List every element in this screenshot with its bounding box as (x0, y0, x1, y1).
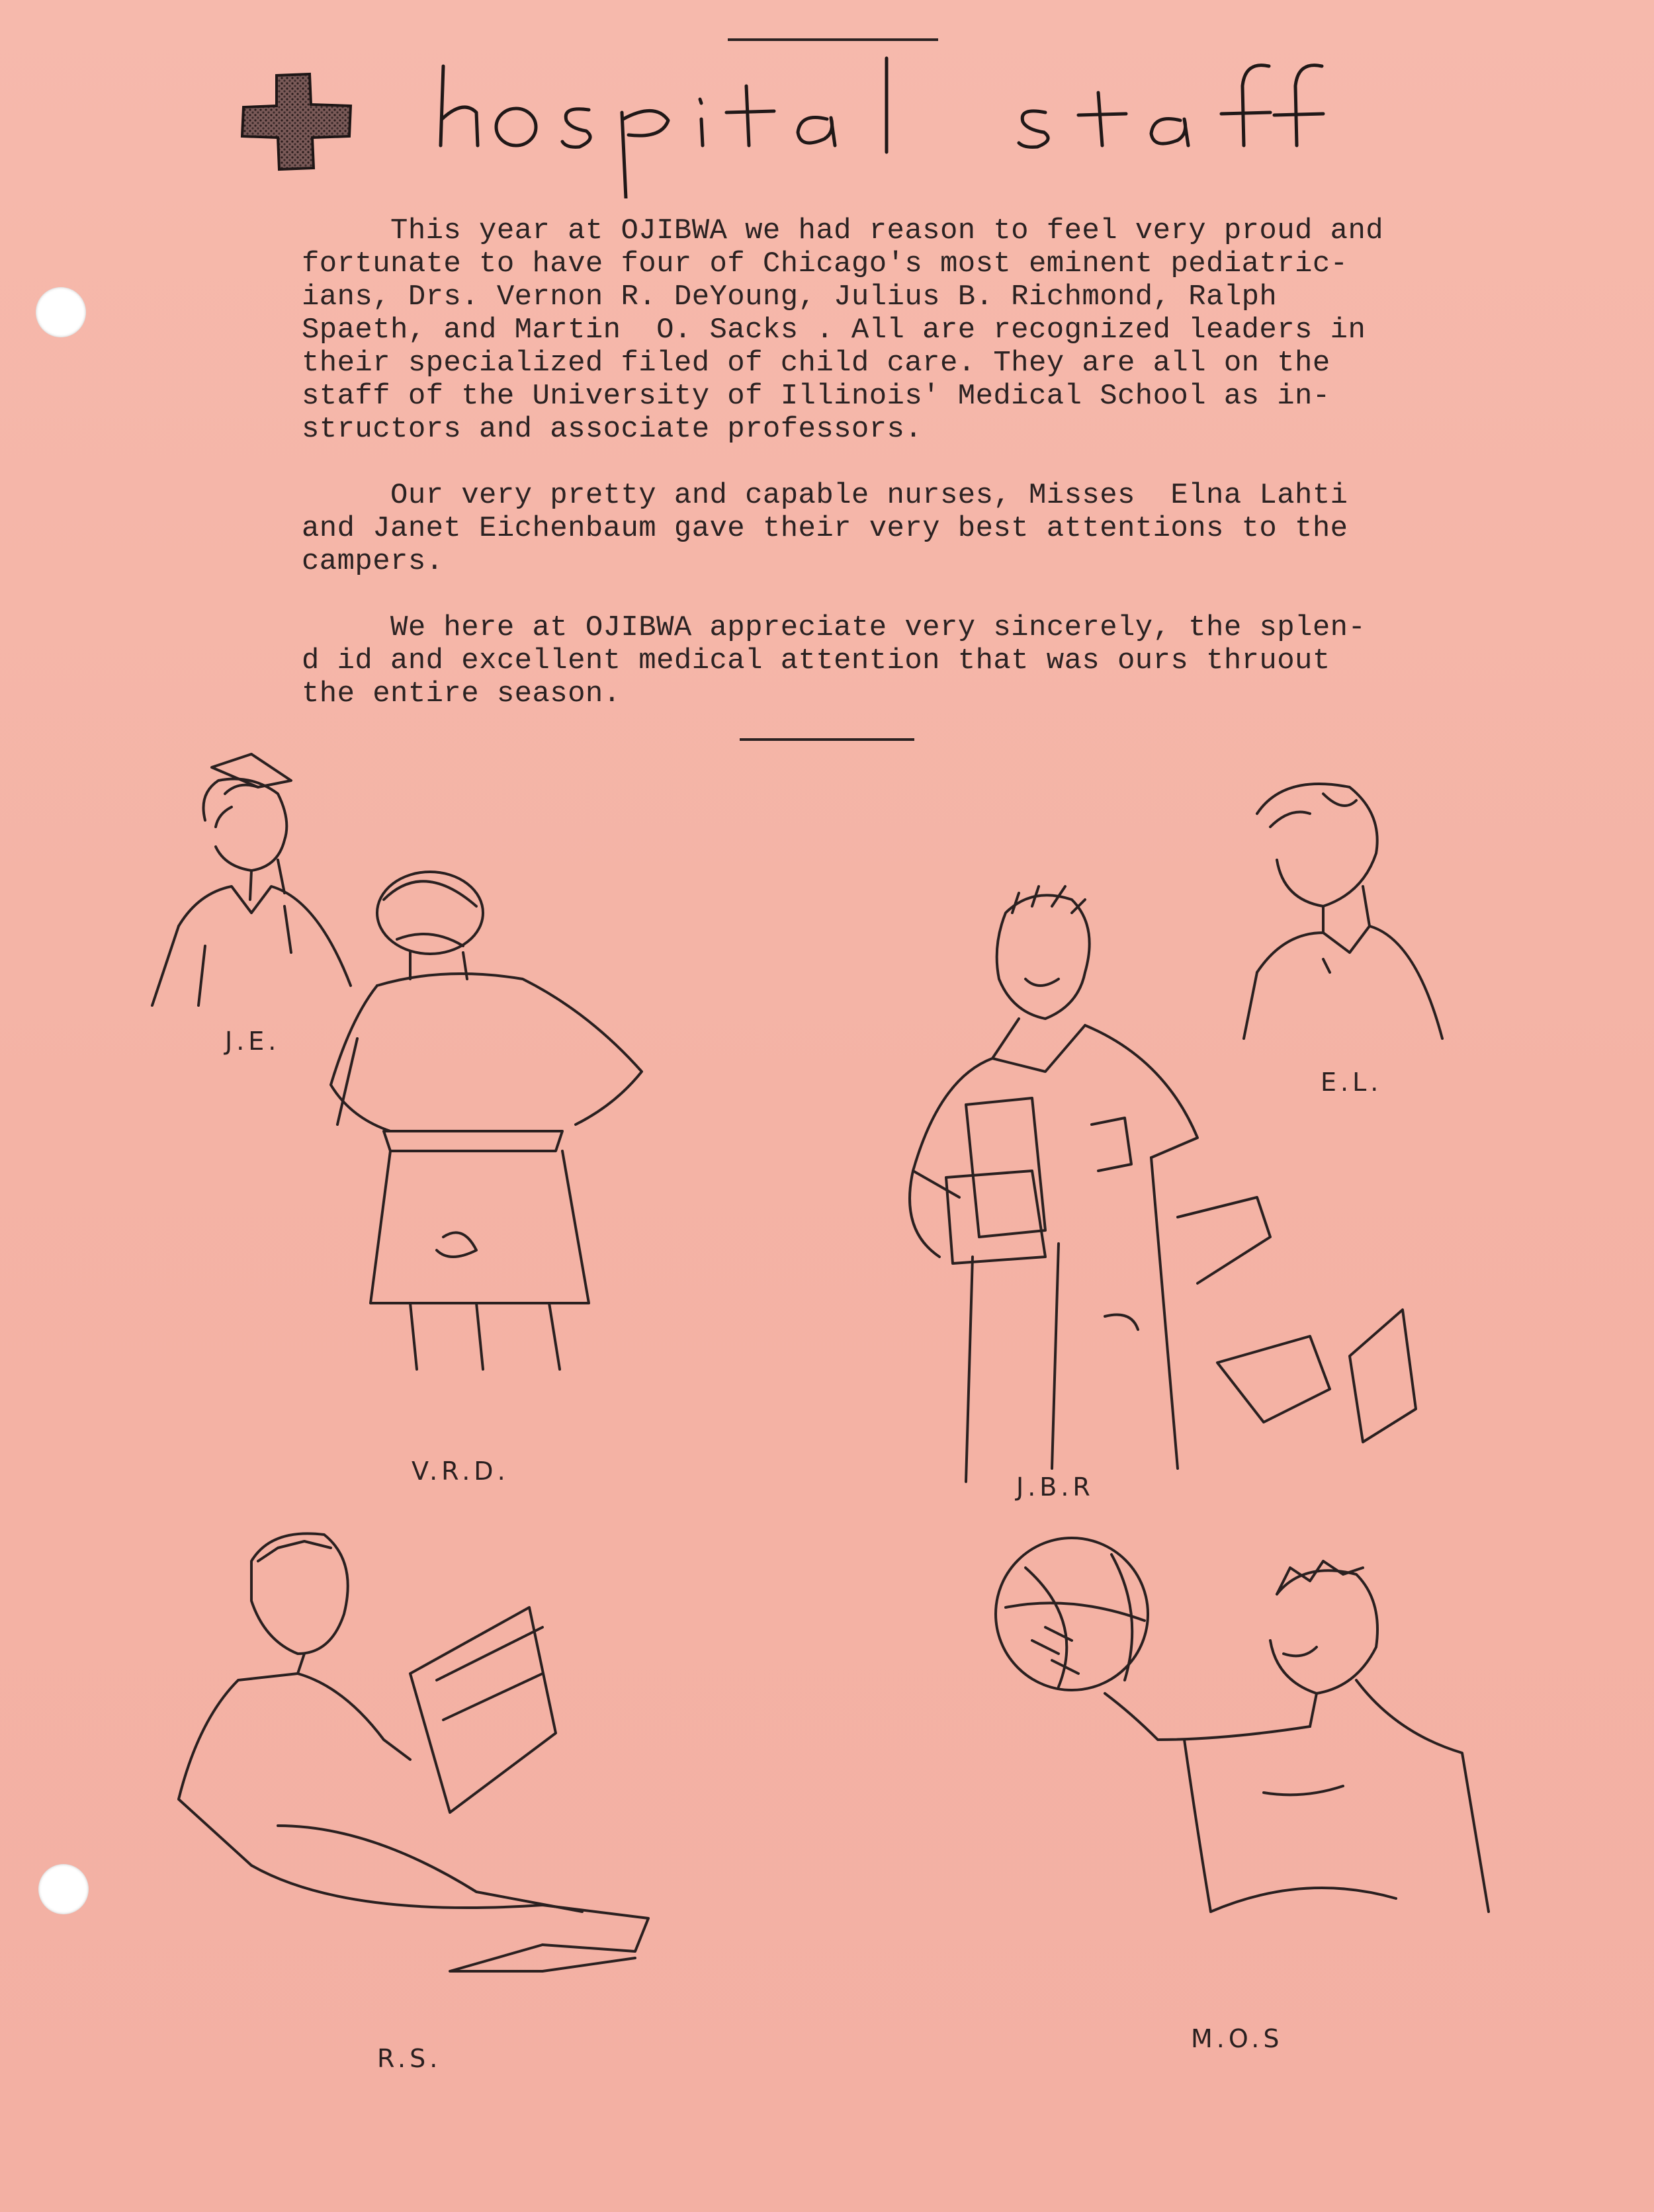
text-line: their specialized filed of child care. They are all on the (302, 347, 1330, 380)
text-line: d id and excellent medical attention that was ours thruout (302, 644, 1330, 677)
label-je: J.E. (225, 1027, 281, 1056)
paragraph-appreciation (302, 611, 1532, 710)
text-line: staff of the University of Illinois' Medical School as in- (302, 380, 1330, 413)
sketch-papers (1204, 1310, 1429, 1468)
text-line: We here at OJIBWA appreciate very sincerely, the splen- (302, 611, 1366, 644)
label-mos: M.O.S (1191, 2024, 1284, 2053)
text-line: Spaeth, and Martin O. Sacks . All are recognized leaders in (302, 314, 1366, 347)
label-jbr: J.B.R (1016, 1472, 1094, 1502)
article-body (302, 214, 1532, 744)
punch-hole-bottom (38, 1864, 89, 1914)
divider-rule (740, 738, 914, 741)
punch-hole-top (36, 287, 86, 337)
text-line: fortunate to have four of Chicago's most eminent pediatric- (302, 247, 1348, 280)
text-line: ians, Drs. Vernon R. DeYoung, Julius B. Richmond, Ralph (302, 280, 1278, 314)
text-line: the entire season. (302, 677, 621, 710)
label-el: E.L. (1321, 1068, 1383, 1097)
red-cross-icon (238, 71, 355, 172)
label-vrd: V.R.D. (412, 1457, 509, 1486)
sketch-doctor-vrd (311, 867, 655, 1409)
top-rule (728, 38, 938, 41)
paragraph-doctors (302, 214, 1532, 446)
page-title (430, 46, 1422, 198)
text-line: structors and associate professors. (302, 413, 923, 446)
text-line: campers. (302, 545, 444, 578)
text-line: This year at OJIBWA we had reason to feel very proud and (302, 214, 1384, 247)
paragraph-nurses (302, 479, 1532, 578)
text-line: Our very pretty and capable nurses, Misses Elna Lahti (302, 479, 1348, 512)
sketch-doctor-mos (986, 1541, 1489, 1991)
label-rs: R.S. (377, 2044, 442, 2073)
text-line: and Janet Eichenbaum gave their very best attentions to the (302, 512, 1348, 545)
sketch-nurse-el (1231, 774, 1456, 1039)
sketch-doctor-rs (172, 1521, 675, 1984)
